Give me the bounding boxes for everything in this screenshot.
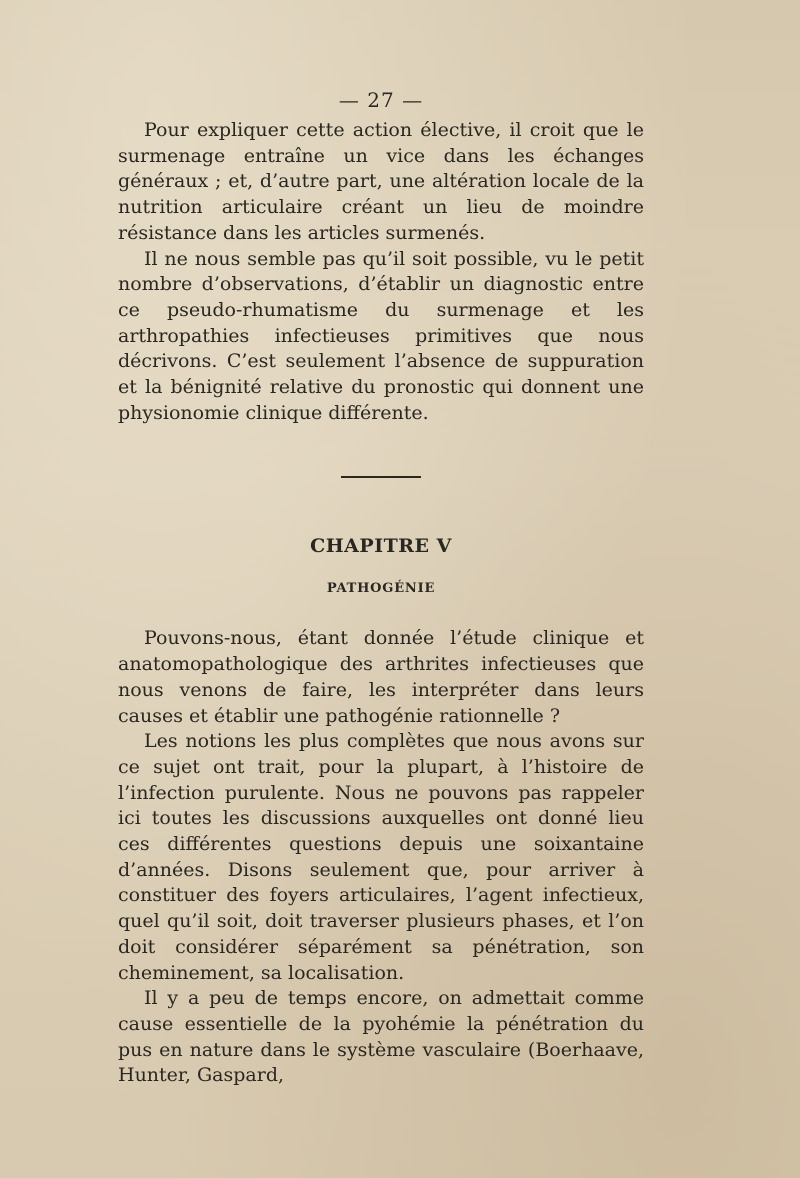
page-number: — 27 — xyxy=(338,88,424,112)
paragraph-notions: Les notions les plus complètes que nous avons sur ce sujet ont trait, pour la plupart, à l’histoire de l’infection purulente. Nous ne pouvons pas rappeler ici toutes les discussions auxquelles ont donné lieu ces différentes questions depuis une soixantaine d’années. Disons seulement que, pour arriver à constituer des foyers articulaires, l’agent infectieux, quel qu’il soit, doit traverser plusieurs phases, et l’on doit considérer séparément sa pénétration, son cheminement, sa localisation. xyxy=(118,730,644,984)
paragraph-diagnostic: Il ne nous semble pas qu’il soit possible, vu le petit nombre d’observations, d’établir un diagnostic entre ce pseudo-rhumatisme du surmenage et les arthropathies infectieuses primitives que nous décrivons. C’est seulement l’absence de suppuration et la bénignité relative du pronostic qui donnent une physionomie clinique différente. xyxy=(118,247,644,424)
paragraph-pyohemie: Il y a peu de temps encore, on admettait comme cause essentielle de la pyohémie la pénétration du pus en nature dans le système vasculaire (Boerhaave, Hunter, Gaspard, xyxy=(118,987,644,1087)
section-title: PATHOGÉNIE xyxy=(326,581,436,597)
book-page xyxy=(118,88,644,1089)
chapter-title: CHAPITRE V xyxy=(310,535,452,558)
paragraph-surmenage: Pour expliquer cette action élective, il croit que le surmenage entraîne un vice dans les échanges généraux ; et, d’autre part, une altération locale de la nutrition articulaire créant un lieu de moindre résistance dans les articles surmenés. xyxy=(118,119,644,244)
paragraph-pathogenie-intro: Pouvons-nous, étant donnée l’étude clinique et anatomopathologique des arthrites infectieuses que nous venons de faire, les interpréter dans leurs causes et établir une pathogénie rationnelle ? xyxy=(118,627,644,727)
